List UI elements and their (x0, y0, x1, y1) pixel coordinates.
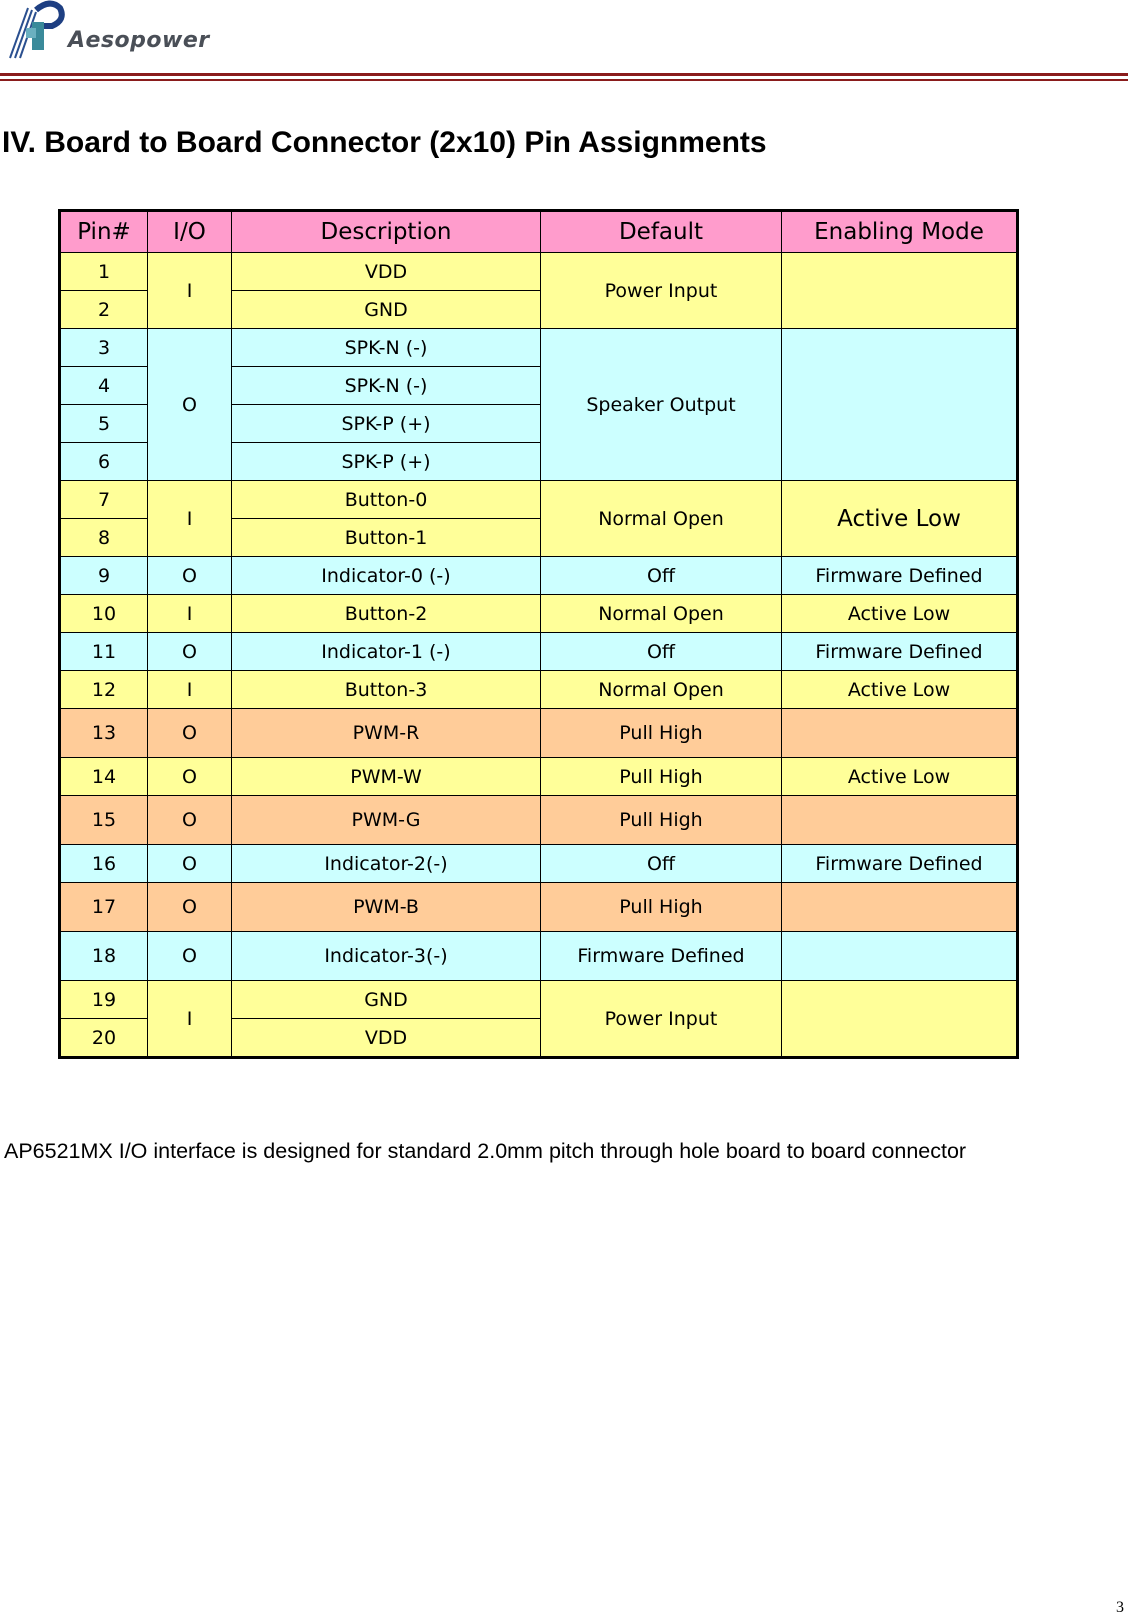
pin-assignment-table (58, 209, 1019, 1059)
description-cell: Button-2 (232, 595, 541, 633)
pin-number: 5 (60, 405, 148, 443)
enabling-mode-cell: Active Low (782, 595, 1018, 633)
enabling-mode-cell: Firmware Defined (782, 845, 1018, 883)
enabling-mode-cell: Firmware Defined (782, 557, 1018, 595)
default-cell: Normal Open (541, 671, 782, 709)
enabling-mode-cell: Active Low (782, 671, 1018, 709)
table-caption: AP6521MX I/O interface is designed for standard 2.0mm pitch through hole board to board connector (4, 1139, 967, 1163)
enabling-mode-cell (782, 932, 1018, 981)
table-row (60, 845, 1018, 883)
pin-number: 10 (60, 595, 148, 633)
description-cell: GND (232, 981, 541, 1019)
pin-number: 11 (60, 633, 148, 671)
default-cell: Off (541, 633, 782, 671)
logo-mark-icon (6, 0, 68, 64)
io-cell: O (148, 932, 232, 981)
enabling-mode-cell (782, 883, 1018, 932)
description-cell: PWM-R (232, 709, 541, 758)
default-cell: Power Input (541, 981, 782, 1058)
header-rule-thin (0, 79, 1128, 81)
default-cell: Pull High (541, 709, 782, 758)
table-row (60, 481, 1018, 519)
pin-number: 6 (60, 443, 148, 481)
description-cell: SPK-P (+) (232, 443, 541, 481)
logo-text: Aesopower (68, 28, 210, 53)
description-cell: PWM-G (232, 796, 541, 845)
description-cell: Indicator-3(-) (232, 932, 541, 981)
page-number: 3 (1116, 1599, 1124, 1616)
table-row (60, 932, 1018, 981)
pin-number: 4 (60, 367, 148, 405)
default-cell: Off (541, 845, 782, 883)
pin-number: 15 (60, 796, 148, 845)
pin-number: 19 (60, 981, 148, 1019)
description-cell: PWM-B (232, 883, 541, 932)
enabling-mode-cell: Firmware Defined (782, 633, 1018, 671)
header-rule (0, 73, 1128, 76)
table-row (60, 883, 1018, 932)
col-header-pin: Pin# (60, 211, 148, 253)
pin-number: 1 (60, 253, 148, 291)
table-row (60, 981, 1018, 1019)
default-cell: Off (541, 557, 782, 595)
io-cell: I (148, 595, 232, 633)
io-cell: I (148, 481, 232, 557)
default-cell: Normal Open (541, 481, 782, 557)
pin-number: 8 (60, 519, 148, 557)
table-header-row (60, 211, 1018, 253)
default-cell: Pull High (541, 883, 782, 932)
io-cell: O (148, 633, 232, 671)
description-cell: Indicator-0 (-) (232, 557, 541, 595)
description-cell: SPK-N (-) (232, 367, 541, 405)
description-cell: Button-1 (232, 519, 541, 557)
company-logo (6, 0, 216, 64)
enabling-mode-cell (782, 981, 1018, 1058)
enabling-mode-cell: Active Low (782, 481, 1018, 557)
pin-number: 2 (60, 291, 148, 329)
description-cell: Button-3 (232, 671, 541, 709)
io-cell: O (148, 557, 232, 595)
description-cell: PWM-W (232, 758, 541, 796)
io-cell: O (148, 883, 232, 932)
col-header-io: I/O (148, 211, 232, 253)
description-cell: GND (232, 291, 541, 329)
io-cell: O (148, 709, 232, 758)
table-row (60, 796, 1018, 845)
table-row (60, 253, 1018, 291)
table-row (60, 329, 1018, 367)
enabling-mode-cell (782, 796, 1018, 845)
pin-number: 9 (60, 557, 148, 595)
description-cell: SPK-P (+) (232, 405, 541, 443)
col-header-default: Default (541, 211, 782, 253)
description-cell: Indicator-1 (-) (232, 633, 541, 671)
table-row (60, 595, 1018, 633)
pin-number: 3 (60, 329, 148, 367)
default-cell: Pull High (541, 796, 782, 845)
pin-number: 18 (60, 932, 148, 981)
table-row (60, 633, 1018, 671)
col-header-enabling-mode: Enabling Mode (782, 211, 1018, 253)
io-cell: O (148, 845, 232, 883)
pin-number: 16 (60, 845, 148, 883)
io-cell: O (148, 796, 232, 845)
io-cell: O (148, 329, 232, 481)
default-cell: Pull High (541, 758, 782, 796)
io-cell: O (148, 758, 232, 796)
table-row (60, 758, 1018, 796)
table-row (60, 671, 1018, 709)
pin-number: 17 (60, 883, 148, 932)
table-row (60, 709, 1018, 758)
enabling-mode-cell: Active Low (782, 758, 1018, 796)
io-cell: I (148, 253, 232, 329)
io-cell: I (148, 671, 232, 709)
table-row (60, 557, 1018, 595)
col-header-description: Description (232, 211, 541, 253)
pin-number: 13 (60, 709, 148, 758)
section-heading: IV. Board to Board Connector (2x10) Pin Assignments (2, 126, 767, 159)
default-cell: Normal Open (541, 595, 782, 633)
pin-number: 20 (60, 1019, 148, 1058)
enabling-mode-cell (782, 329, 1018, 481)
enabling-mode-cell (782, 253, 1018, 329)
default-cell: Firmware Defined (541, 932, 782, 981)
pin-number: 7 (60, 481, 148, 519)
io-cell: I (148, 981, 232, 1058)
description-cell: Indicator-2(-) (232, 845, 541, 883)
description-cell: VDD (232, 1019, 541, 1058)
pin-number: 12 (60, 671, 148, 709)
description-cell: Button-0 (232, 481, 541, 519)
enabling-mode-cell (782, 709, 1018, 758)
description-cell: SPK-N (-) (232, 329, 541, 367)
description-cell: VDD (232, 253, 541, 291)
pin-number: 14 (60, 758, 148, 796)
default-cell: Power Input (541, 253, 782, 329)
default-cell: Speaker Output (541, 329, 782, 481)
